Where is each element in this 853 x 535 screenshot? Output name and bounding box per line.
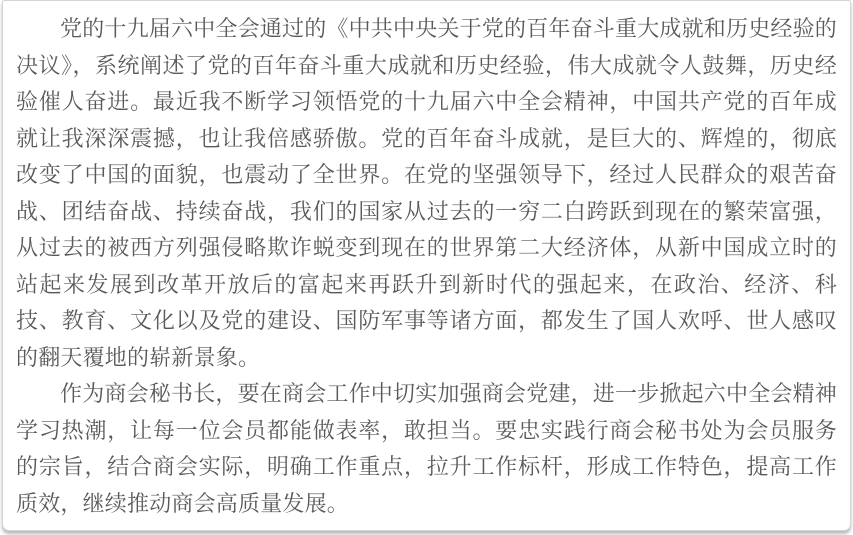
article-paragraph-1: 党的十九届六中全会通过的《中共中央关于党的百年奋斗重大成就和历史经验的决议》，系统阐述了党的百年奋斗重大成就和历史经验，伟大成就令人鼓舞，历史经验催人奋进。最近我不断学习领悟党的十九届六中全会精神，中国共产党的百年成就让我深深震撼，也让我倍感骄傲。党的百年奋斗成就，是巨大的、辉煌的，彻底改变了中国的面貌，也震动了全世界。在党的坚强领导下，经过人民群众的艰苦奋战、团结奋战、持续奋战，我们的国家从过去的一穷二白跨跃到现在的繁荣富强，从过去的被西方列强侵略欺诈蜕变到现在的世界第二大经济体，从新中国成立时的站起来发展到改革开放后的富起来再跃升到新时代的强起来，在政治、经济、科技、教育、文化以及党的建设、国防军事等诸方面，都发生了国人欢呼、世人感叹的翻天覆地的崭新景象。 [16,16,838,370]
article-paragraph-2: 作为商会秘书长，要在商会工作中切实加强商会党建，进一步掀起六中全会精神学习热潮，让每一位会员都能做表率，敢担当。要忠实践行商会秘书处为会员服务的宗旨，结合商会实际，明确工作重点，拉升工作标杆，形成工作特色，提高工作质效，继续推动商会高质量发展。 [16,381,838,516]
article-card [2,0,851,531]
